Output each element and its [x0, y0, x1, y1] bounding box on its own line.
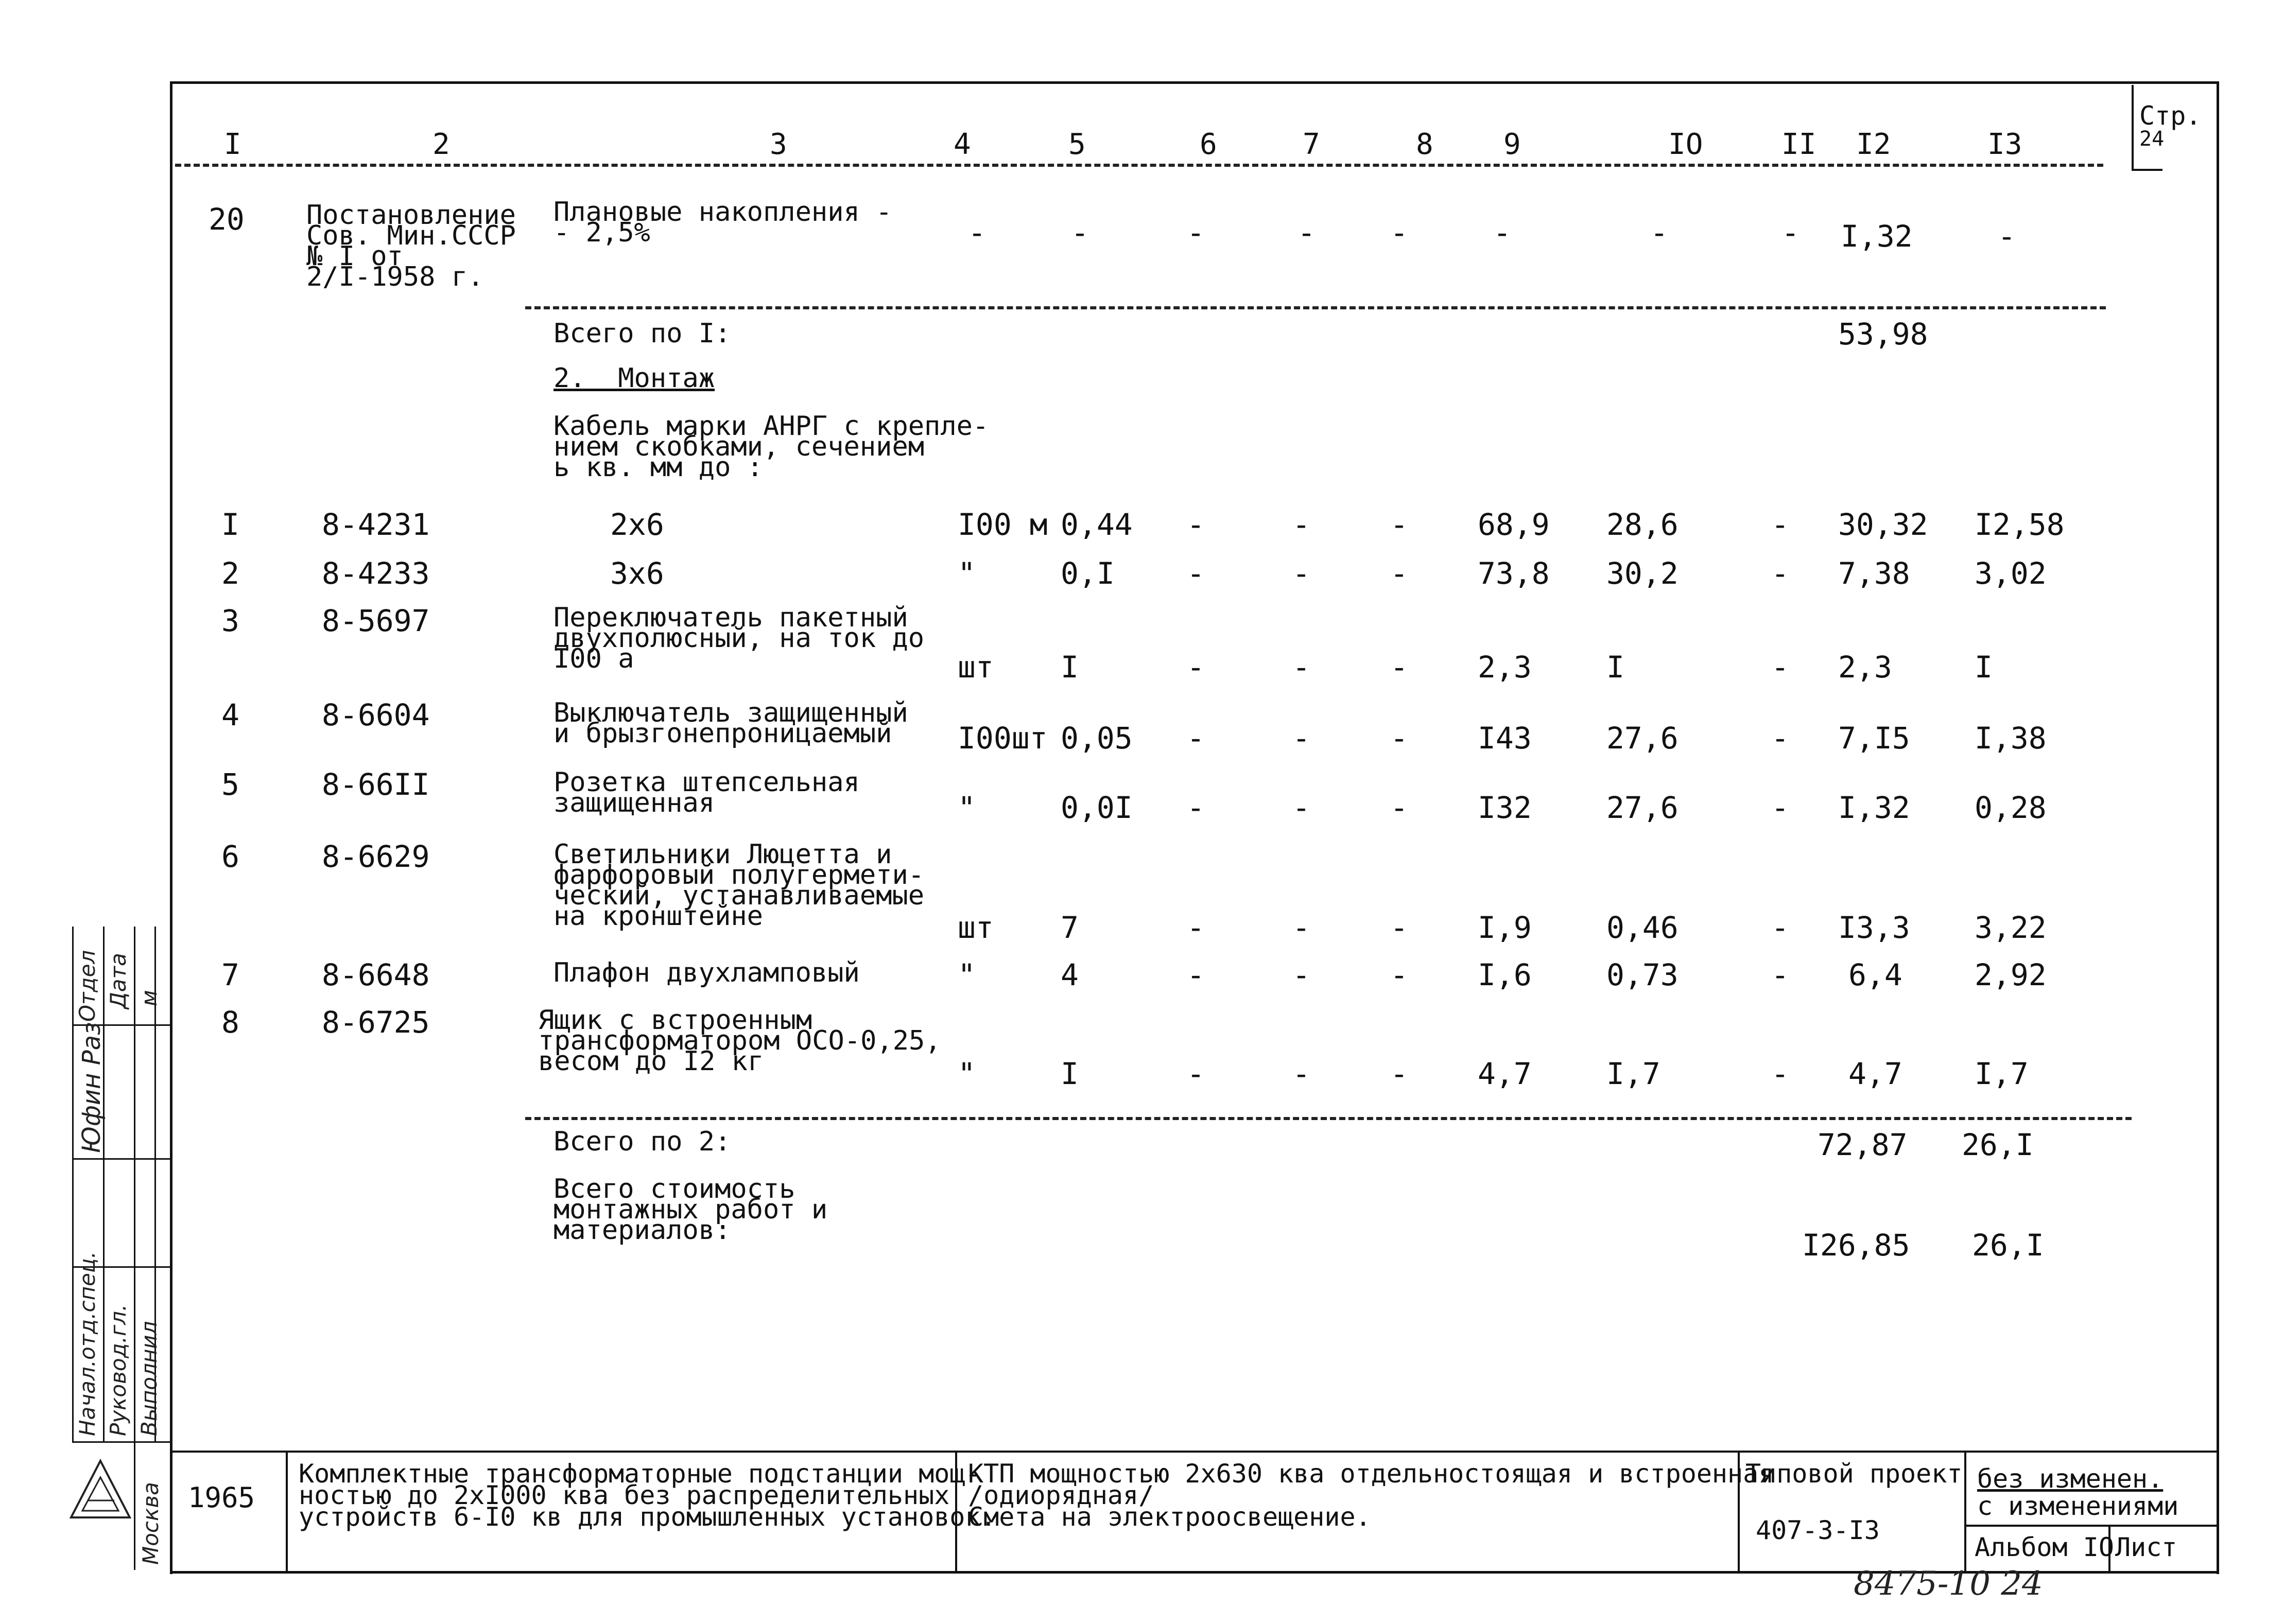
- cell-12: I,32: [1838, 790, 1910, 825]
- cell-9: 68,9: [1478, 507, 1550, 542]
- cell-5: 0,44: [1061, 507, 1133, 542]
- cell-desc: Светильники Люцетта и фарфоровый полугермети- ческий, устанавливаемые на кронштейне: [553, 839, 925, 932]
- cell-13: I: [1975, 650, 1993, 685]
- col-header-5: 5: [1068, 128, 1086, 161]
- cell-12: 7,I5: [1838, 721, 1910, 756]
- stamp-role-3: Выполнил: [136, 1321, 162, 1436]
- album-label: Альбом IO: [1975, 1532, 2114, 1562]
- cell-code: 8-66II: [322, 767, 430, 802]
- cell-7: -: [1297, 215, 1316, 250]
- cell-num: 20: [209, 202, 245, 237]
- tb-div-year: [286, 1453, 288, 1572]
- cell-9: I,6: [1478, 957, 1532, 992]
- handwritten-archive-number: 8475-10 24: [1854, 1565, 2043, 1603]
- page-label: Стр.: [2139, 101, 2202, 131]
- cell-7: -: [1292, 790, 1310, 825]
- cell-num: 4: [221, 697, 239, 732]
- cell-11: -: [1771, 957, 1789, 992]
- cell-8: -: [1390, 507, 1408, 542]
- section-intro: Кабель марки АНРГ с крепле- нием скобками, сечением ь кв. мм до :: [553, 411, 989, 483]
- cell-8: -: [1390, 957, 1408, 992]
- col-header-4: 4: [954, 128, 971, 161]
- tb-div-changes: [1964, 1453, 1966, 1572]
- cell-4: I00шт: [958, 721, 1048, 756]
- cell-desc: Переключатель пакетный двухполюсный, на ток до I00 а: [553, 602, 925, 674]
- cell-13: I2,58: [1975, 507, 2065, 542]
- footer-top-border: [170, 1451, 2219, 1453]
- page-box-left: [2132, 85, 2134, 170]
- sheet-label: Лист: [2115, 1532, 2177, 1562]
- cell-11: -: [1781, 215, 1799, 250]
- cell-5: 0,0I: [1061, 790, 1133, 825]
- cell-4: ": [958, 1056, 976, 1091]
- cell-num: 8: [221, 1005, 239, 1040]
- cell-desc: 2x6: [610, 507, 664, 542]
- organization-logo: [67, 1457, 134, 1529]
- cell-10: 0,73: [1606, 957, 1679, 992]
- cell-12: 6,4: [1848, 957, 1902, 992]
- cell-4: ": [958, 790, 976, 825]
- cell-9: 4,7: [1478, 1056, 1532, 1091]
- cell-12: 30,32: [1838, 507, 1928, 542]
- col-header-10: IO: [1668, 128, 1703, 161]
- cell-11: -: [1771, 556, 1789, 591]
- stamp-dept: Отдел: [75, 950, 100, 1022]
- cell-desc: Розетка штепсельная защищенная: [553, 767, 860, 818]
- cell-12: 2,3: [1838, 650, 1892, 685]
- project-label: Типовой проект: [1745, 1459, 1963, 1489]
- cell-13: 3,22: [1975, 910, 2047, 945]
- cell-10: -: [1650, 215, 1668, 250]
- cell-6: -: [1187, 215, 1205, 250]
- cell-9: 73,8: [1478, 556, 1550, 591]
- cell-code: Постановление Сов. Мин.СССР № I от 2/I-1958 г.: [306, 200, 516, 292]
- cell-num: 7: [221, 957, 239, 992]
- left-border: [170, 81, 172, 1574]
- cell-10: 27,6: [1606, 790, 1679, 825]
- right-border: [2217, 81, 2219, 1574]
- cell-11: -: [1771, 650, 1789, 685]
- cell-10: 0,46: [1606, 910, 1679, 945]
- cell-code: 8-6604: [322, 697, 430, 732]
- col-header-3: 3: [770, 128, 787, 161]
- cell-code: 8-6629: [322, 839, 430, 874]
- cell-7: -: [1292, 910, 1310, 945]
- cell-code: 8-4233: [322, 556, 430, 591]
- cell-12: 4,7: [1848, 1056, 1902, 1091]
- cell-6: -: [1187, 790, 1205, 825]
- cell-desc: Плафон двухламповый: [553, 957, 860, 988]
- cell-7: -: [1292, 507, 1310, 542]
- cell-10: 28,6: [1606, 507, 1679, 542]
- stamp-city: Москва: [138, 1482, 163, 1565]
- cell-code: 8-5697: [322, 603, 430, 638]
- cell-4: -: [968, 215, 986, 250]
- cell-5: -: [1071, 215, 1089, 250]
- cell-7: -: [1292, 721, 1310, 756]
- cell-6: -: [1187, 556, 1205, 591]
- cell-13: 3,02: [1975, 556, 2047, 591]
- page-number: 24: [2139, 127, 2165, 151]
- cell-num: 6: [221, 839, 239, 874]
- col-header-6: 6: [1200, 128, 1217, 161]
- col-header-2: 2: [432, 128, 450, 161]
- top-border: [170, 81, 2219, 84]
- cell-9: I,9: [1478, 910, 1532, 945]
- sheet-description: КТП мощностью 2x630 ква отдельностоящая и встроенная /одиорядная/ Смета на электроосвещение.: [968, 1459, 1774, 1532]
- cell-5: 0,05: [1061, 721, 1133, 756]
- header-divider: [175, 164, 2103, 167]
- section-title: 2. Монтаж: [553, 363, 715, 394]
- cell-5: 4: [1061, 957, 1079, 992]
- cell-9: -: [1493, 215, 1511, 250]
- cell-8: -: [1390, 215, 1408, 250]
- cell-9: 2,3: [1478, 650, 1532, 685]
- tb-changes-hline: [1965, 1525, 2218, 1527]
- changes-none: без изменен.: [1977, 1464, 2164, 1494]
- cell-desc: Плановые накопления - - 2,5%: [553, 197, 892, 248]
- cell-9: I32: [1478, 790, 1532, 825]
- cell-7: -: [1292, 1056, 1310, 1091]
- stamp-date: Дата: [106, 953, 131, 1009]
- cell-8: -: [1390, 556, 1408, 591]
- cell-code: 8-4231: [322, 507, 430, 542]
- subtotal-divider-2: [525, 1117, 2132, 1120]
- col-header-13: I3: [1987, 128, 2022, 161]
- subtotal-label: Всего по I:: [553, 318, 731, 349]
- subtotal-label: Всего по 2:: [553, 1126, 731, 1157]
- cell-7: -: [1292, 650, 1310, 685]
- cell-10: I,7: [1606, 1056, 1660, 1091]
- stamp-role-1: Начал.отд.спец.: [75, 1251, 100, 1436]
- col-header-7: 7: [1303, 128, 1320, 161]
- cell-11: -: [1771, 721, 1789, 756]
- stamp-signature: Юфин Раз: [77, 1022, 106, 1153]
- subtotal-value-13: 26,I: [1962, 1127, 2034, 1162]
- cell-7: -: [1292, 556, 1310, 591]
- total-value-13: 26,I: [1972, 1228, 2044, 1263]
- cell-11: -: [1771, 1056, 1789, 1091]
- cell-desc: 3x6: [610, 556, 664, 591]
- stamp-role-2: Руковод.гл.: [106, 1304, 131, 1436]
- cell-num: 3: [221, 603, 239, 638]
- cell-11: -: [1771, 790, 1789, 825]
- subtotal-divider-1: [525, 306, 2106, 309]
- cell-8: -: [1390, 721, 1408, 756]
- stamp-col-1: [103, 927, 105, 1441]
- cell-13: I,38: [1975, 721, 2047, 756]
- subtotal-value: 53,98: [1838, 317, 1928, 352]
- cell-8: -: [1390, 790, 1408, 825]
- cell-5: I: [1061, 1056, 1079, 1091]
- stamp-outer-left: [72, 927, 74, 1441]
- stamp-row-2: [72, 1158, 170, 1160]
- cell-5: 0,I: [1061, 556, 1115, 591]
- cell-8: -: [1390, 1056, 1408, 1091]
- changes-with: с изменениями: [1977, 1491, 2179, 1521]
- cell-num: 5: [221, 767, 239, 802]
- cell-4: шт: [958, 910, 994, 945]
- cell-6: -: [1187, 721, 1205, 756]
- cell-9: I43: [1478, 721, 1532, 756]
- cell-4: I00 м: [958, 507, 1048, 542]
- cell-8: -: [1390, 910, 1408, 945]
- cell-num: I: [221, 507, 239, 542]
- cell-5: 7: [1061, 910, 1079, 945]
- year: 1965: [188, 1481, 255, 1514]
- total-value-12: I26,85: [1802, 1228, 1910, 1263]
- cell-13: -: [1998, 219, 2016, 254]
- cell-6: -: [1187, 1056, 1205, 1091]
- cell-10: I: [1606, 650, 1624, 685]
- col-header-8: 8: [1416, 128, 1433, 161]
- cell-10: 27,6: [1606, 721, 1679, 756]
- cell-code: 8-6725: [322, 1005, 430, 1040]
- cell-7: -: [1292, 957, 1310, 992]
- cell-6: -: [1187, 507, 1205, 542]
- cell-10: 30,2: [1606, 556, 1679, 591]
- subtotal-value-12: 72,87: [1818, 1127, 1908, 1162]
- col-header-1: I: [224, 128, 241, 161]
- cell-4: ": [958, 957, 976, 992]
- cell-12: I,32: [1841, 219, 1913, 254]
- cell-11: -: [1771, 910, 1789, 945]
- cell-6: -: [1187, 910, 1205, 945]
- cell-11: -: [1771, 507, 1789, 542]
- cell-4: ": [958, 556, 976, 591]
- total-label: Всего стоимость монтажных работ и материалов:: [553, 1174, 828, 1246]
- col-header-11: II: [1781, 128, 1816, 161]
- cell-desc: Выключатель защищенный и брызгонепроницаемый: [553, 697, 908, 749]
- cell-4: шт: [958, 650, 994, 685]
- cell-5: I: [1061, 650, 1079, 685]
- stamp-row-4: [72, 1441, 170, 1443]
- col-header-12: I2: [1856, 128, 1891, 161]
- cell-6: -: [1187, 650, 1205, 685]
- project-description: Комплектные трансформаторные подстанции мощ- ностью до 2xI000 ква без распределительных устройств 6-I0 кв для промышленных установок.: [299, 1459, 996, 1532]
- cell-13: I,7: [1975, 1056, 2029, 1091]
- cell-12: I3,3: [1838, 910, 1910, 945]
- cell-num: 2: [221, 556, 239, 591]
- cell-code: 8-6648: [322, 957, 430, 992]
- cell-8: -: [1390, 650, 1408, 685]
- col-header-9: 9: [1503, 128, 1521, 161]
- cell-13: 2,92: [1975, 957, 2047, 992]
- stamp-m: м: [136, 990, 162, 1006]
- project-number: 407-3-I3: [1756, 1515, 1880, 1545]
- page-box-bottom: [2132, 169, 2162, 171]
- stamp-col-2: [134, 927, 135, 1570]
- cell-12: 7,38: [1838, 556, 1910, 591]
- cell-6: -: [1187, 957, 1205, 992]
- cell-13: 0,28: [1975, 790, 2047, 825]
- cell-desc: Ящик с встроенным трансформатором ОСО-0,25, весом до I2 кг: [538, 1005, 941, 1077]
